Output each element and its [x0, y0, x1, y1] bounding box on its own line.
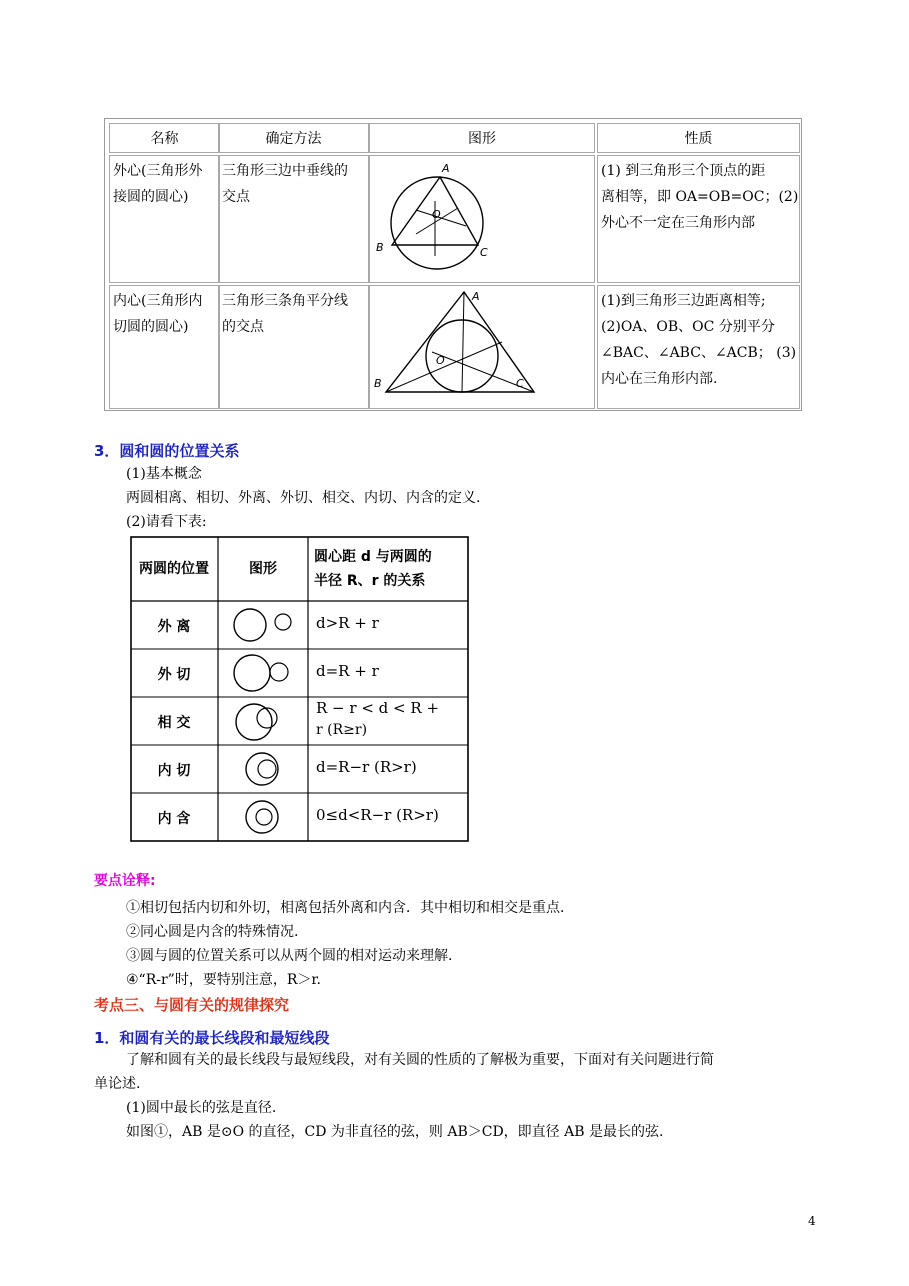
kaodian3-para1-line1: 了解和圆有关的最长线段与最短线段，对有关圆的性质的了解极为重要，下面对有关问题进行简 [126, 1052, 714, 1068]
table2-header-figure: 图形 [249, 561, 277, 577]
label-c: C [516, 377, 524, 390]
label-o: O [432, 208, 441, 221]
table2-header-position: 两圆的位置 [139, 561, 209, 577]
label-c: C [480, 246, 488, 259]
table2-header-relation-1: 圆心距 d 与两圆的 [314, 549, 432, 565]
label-b: B [374, 377, 382, 390]
method-line: 交点 [222, 189, 250, 205]
method-line: 三角形三条角平分线 [222, 293, 348, 309]
relation-external-tangent: d=R + r [316, 662, 379, 680]
internal-tangent-circles [246, 753, 278, 785]
relation-intersect-1: R − r < d < R + [316, 699, 440, 717]
property-line: (1) 到三角形三个顶点的距 [601, 163, 766, 179]
row-label-intersect: 相 交 [157, 715, 191, 731]
note-item-1: ①相切包括内切和外切，相离包括外离和内含．其中相切和相交是重点． [126, 900, 574, 916]
relation-contain: 0≤d<R−r (R>r) [316, 806, 439, 824]
two-circle-figures [218, 601, 308, 841]
property-line: 外心不一定在三角形内部 [601, 215, 755, 231]
external-tangent-circles [234, 655, 288, 691]
incenter-figure [369, 285, 595, 409]
circle-relation-table [130, 536, 470, 843]
row-label-internal-tangent: 内 切 [157, 763, 191, 779]
page-number: 4 [808, 1214, 816, 1228]
contained-circles [246, 801, 278, 833]
notes-title: 要点诠释: [94, 873, 156, 889]
incircle-diagram [370, 286, 594, 408]
incenter-name [109, 285, 220, 409]
name-line: 内心(三角形内 [113, 293, 203, 309]
header-name: 名称 [109, 123, 220, 153]
note-item-4: ④“R-r”时，要特别注意，R＞r. [126, 972, 321, 988]
relation-separate: d>R + r [316, 614, 379, 632]
intersecting-circles [236, 704, 277, 740]
header-figure: 图形 [369, 123, 595, 153]
separate-circles [234, 609, 291, 641]
centers-table [104, 118, 802, 411]
label-b: B [376, 241, 384, 254]
note-item-2: ②同心圆是内含的特殊情况. [126, 924, 299, 940]
circumcenter-name [109, 155, 220, 283]
row-label-contain: 内 含 [157, 811, 191, 827]
property-line: (2)OA、OB、OC 分别平分 [601, 319, 775, 335]
circumcenter-method [218, 155, 369, 283]
label-o: O [436, 354, 445, 367]
name-line: 切圆的圆心) [113, 319, 189, 335]
relation-intersect-2: r (R≥r) [316, 722, 368, 738]
incenter-method [218, 285, 369, 409]
circumcircle-diagram [370, 156, 594, 282]
relation-internal-tangent: d=R−r (R>r) [316, 758, 417, 776]
section3-sub1: (1)基本概念 [126, 466, 202, 482]
row-label-separate: 外 离 [157, 619, 191, 635]
kaodian3-para3: 如图①，AB 是⊙O 的直径，CD 为非直径的弦，则 AB＞CD，即直径 AB 是最长的弦. [126, 1124, 664, 1140]
incenter-property [597, 285, 800, 409]
header-property: 性质 [597, 123, 800, 153]
property-line: 离相等，即 OA=OB=OC；(2) [601, 189, 799, 205]
kaodian3-title: 考点三、与圆有关的规律探究 [94, 996, 290, 1014]
circumcenter-figure [369, 155, 595, 283]
header-method: 确定方法 [218, 123, 369, 153]
table2-header-relation-2: 半径 R、r 的关系 [314, 573, 426, 589]
section3-title: 3．圆和圆的位置关系 [94, 442, 240, 460]
method-line: 的交点 [222, 319, 264, 335]
kaodian3-para1-line2: 单论述. [94, 1076, 141, 1092]
property-line: ∠BAC、∠ABC、∠ACB； (3) [601, 345, 797, 361]
label-a: A [472, 290, 480, 303]
section3-sub2: (2)请看下表: [126, 514, 207, 530]
name-line: 接圆的圆心) [113, 189, 189, 205]
name-line: 外心(三角形外 [113, 163, 203, 179]
kaodian3-para2: (1)圆中最长的弦是直径. [126, 1100, 277, 1116]
section3-line1: 两圆相离、相切、外离、外切、相交、内切、内含的定义. [126, 490, 481, 506]
label-a: A [442, 162, 450, 175]
property-line: (1)到三角形三边距离相等; [601, 293, 766, 309]
method-line: 三角形三边中垂线的 [222, 163, 348, 179]
row-label-external-tangent: 外 切 [157, 667, 191, 683]
property-line: 内心在三角形内部. [601, 371, 718, 387]
circumcenter-property [597, 155, 800, 283]
kaodian3-heading-1: 1．和圆有关的最长线段和最短线段 [94, 1029, 330, 1047]
note-item-3: ③圆与圆的位置关系可以从两个圆的相对运动来理解. [126, 948, 453, 964]
